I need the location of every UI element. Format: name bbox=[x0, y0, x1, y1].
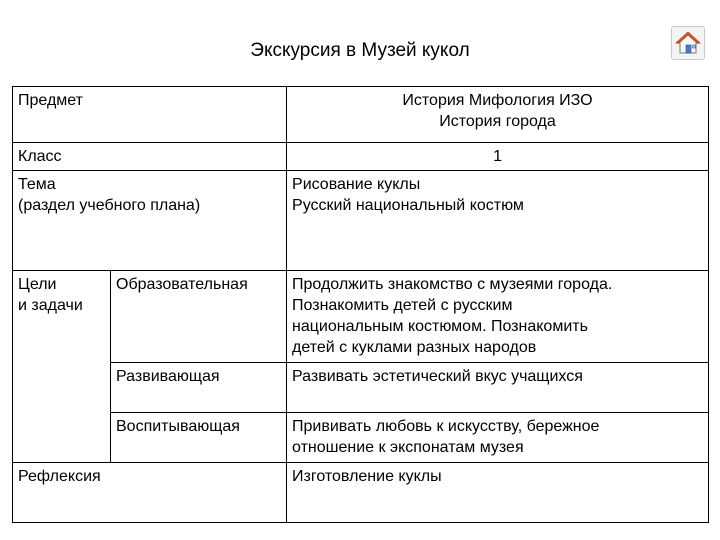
goals-label-line-2: и задачи bbox=[18, 297, 83, 314]
table-row bbox=[13, 463, 709, 523]
home-button[interactable] bbox=[671, 26, 705, 60]
developing-label: Развивающая bbox=[111, 363, 287, 413]
topic-value bbox=[287, 171, 709, 271]
reflection-label: Рефлексия bbox=[13, 463, 287, 523]
subject-value-line-1: История Мифология ИЗО bbox=[402, 92, 593, 109]
reflection-value: Изготовление куклы bbox=[287, 463, 709, 523]
subject-value-line-2: История города bbox=[439, 113, 556, 130]
table-row bbox=[13, 143, 709, 171]
table-row bbox=[13, 171, 709, 271]
upbringing-value-line-2: отношение к экспонатам музея bbox=[292, 439, 524, 456]
goals-label bbox=[13, 271, 111, 463]
educational-value-line-1: Продолжить знакомство с музеями города. bbox=[292, 276, 613, 293]
educational-label: Образовательная bbox=[111, 271, 287, 363]
lesson-table bbox=[12, 86, 709, 523]
educational-value-line-4: детей с куклами разных народов bbox=[292, 339, 537, 356]
topic-value-line-1: Рисование куклы bbox=[292, 176, 421, 193]
table-row bbox=[13, 87, 709, 143]
upbringing-value bbox=[287, 413, 709, 463]
educational-value bbox=[287, 271, 709, 363]
subject-label: Предмет bbox=[13, 87, 287, 143]
grade-label: Класс bbox=[13, 143, 287, 171]
table-row bbox=[13, 271, 709, 363]
table-row bbox=[13, 363, 709, 413]
developing-value: Развивать эстетический вкус учащихся bbox=[287, 363, 709, 413]
topic-value-line-2: Русский национальный костюм bbox=[292, 197, 524, 214]
goals-label-line-1: Цели bbox=[18, 276, 57, 293]
upbringing-value-line-1: Прививать любовь к искусству, бережное bbox=[292, 418, 600, 435]
grade-value: 1 bbox=[287, 143, 709, 171]
topic-label-line-2: (раздел учебного плана) bbox=[18, 197, 201, 214]
page-title: Экскурсия в Музей кукол bbox=[250, 40, 470, 61]
table-row bbox=[13, 413, 709, 463]
topic-label-line-1: Тема bbox=[18, 176, 56, 193]
educational-value-line-3: национальным костюмом. Познакомить bbox=[292, 318, 588, 335]
subject-value bbox=[287, 87, 709, 143]
educational-value-line-2: Познакомить детей с русским bbox=[292, 297, 513, 314]
upbringing-label: Воспитывающая bbox=[111, 413, 287, 463]
topic-label bbox=[13, 171, 287, 271]
home-icon bbox=[675, 30, 701, 56]
